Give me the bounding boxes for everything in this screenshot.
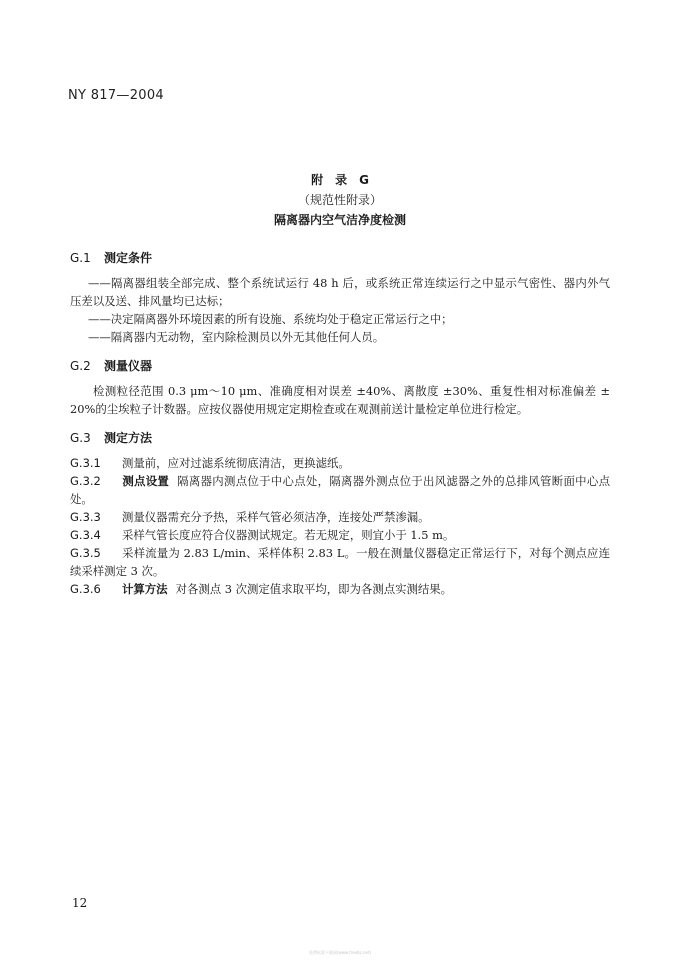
item-number: G.3.2 — [70, 474, 101, 488]
document-body — [70, 248, 610, 598]
watermark-text: 免费标准下载网(www.freebz.net) — [308, 950, 372, 955]
item-number: G.3.1 — [70, 456, 101, 470]
item-text: 隔离器内测点位于中心点处，隔离器外测点位于出风滤器之外的总排风管断面中心点处。 — [70, 474, 610, 506]
item-text: 采样流量为 2.83 L/min、采样体积 2.83 L。一般在测量仪器稳定正常运行下，对每个测点应连续采样测定 3 次。 — [70, 546, 610, 578]
section-number: G.2 — [70, 359, 91, 373]
standard-code: NY 817—2004 — [68, 88, 164, 103]
item-label: 计算方法 — [122, 582, 168, 596]
page-number: 12 — [72, 896, 88, 910]
section-heading-g2 — [70, 356, 610, 376]
appendix-title: 隔离器内空气洁净度检测 — [273, 213, 406, 227]
appendix-heading — [0, 170, 680, 230]
condition-item: ——决定隔离器外环境因素的所有设施、系统均处于稳定正常运行之中； — [88, 312, 453, 326]
section-title: 测定方法 — [104, 431, 153, 445]
item-text: 对各测点 3 次测定值求取平均，即为各测点实测结果。 — [175, 582, 453, 596]
item-number: G.3.3 — [70, 510, 101, 524]
instrument-paragraph: 检测粒径范围 0.3 μm～10 μm、准确度相对误差 ±40%、离散度 ±30%、重复性相对标准偏差 ± 20%的尘埃粒子计数器。应按仪器使用规定定期检查或在观测前送计量检定单位进行检定。 — [70, 384, 610, 416]
section-heading-g1 — [70, 248, 610, 268]
method-item-g3-2 — [70, 472, 610, 508]
item-text: 测量仪器需充分予热，采样气管必须洁净，连接处严禁渗漏。 — [122, 510, 430, 524]
section-heading-g3 — [70, 428, 610, 448]
method-item-g3-5 — [70, 544, 610, 580]
condition-item: ——隔离器组装全部完成、整个系统试运行 48 h 后，或系统正常连续运行之中显示气密性、器内外气压差以及送、排风量均已达标； — [70, 276, 610, 308]
item-number: G.3.4 — [70, 528, 101, 542]
item-label: 测点设置 — [122, 474, 170, 488]
method-item-g3-4 — [70, 526, 610, 544]
appendix-type: （规范性附录） — [297, 193, 382, 207]
condition-item: ——隔离器内无动物，室内除检测员以外无其他任何人员。 — [88, 330, 385, 344]
section-number: G.3 — [70, 431, 91, 445]
section-title: 测定条件 — [104, 251, 153, 265]
item-number: G.3.5 — [70, 546, 101, 560]
section-number: G.1 — [70, 251, 91, 265]
method-item-g3-3 — [70, 508, 610, 526]
method-item-g3-6 — [70, 580, 610, 598]
appendix-label: 附 录 G — [311, 173, 369, 187]
item-text: 采样气管长度应符合仪器测试规定。若无规定，则宜小于 1.5 m。 — [122, 528, 455, 542]
item-number: G.3.6 — [70, 582, 101, 596]
item-text: 测量前，应对过滤系统彻底清洁，更换滤纸。 — [122, 456, 350, 470]
section-title: 测量仪器 — [104, 359, 153, 373]
method-item-g3-1 — [70, 454, 610, 472]
